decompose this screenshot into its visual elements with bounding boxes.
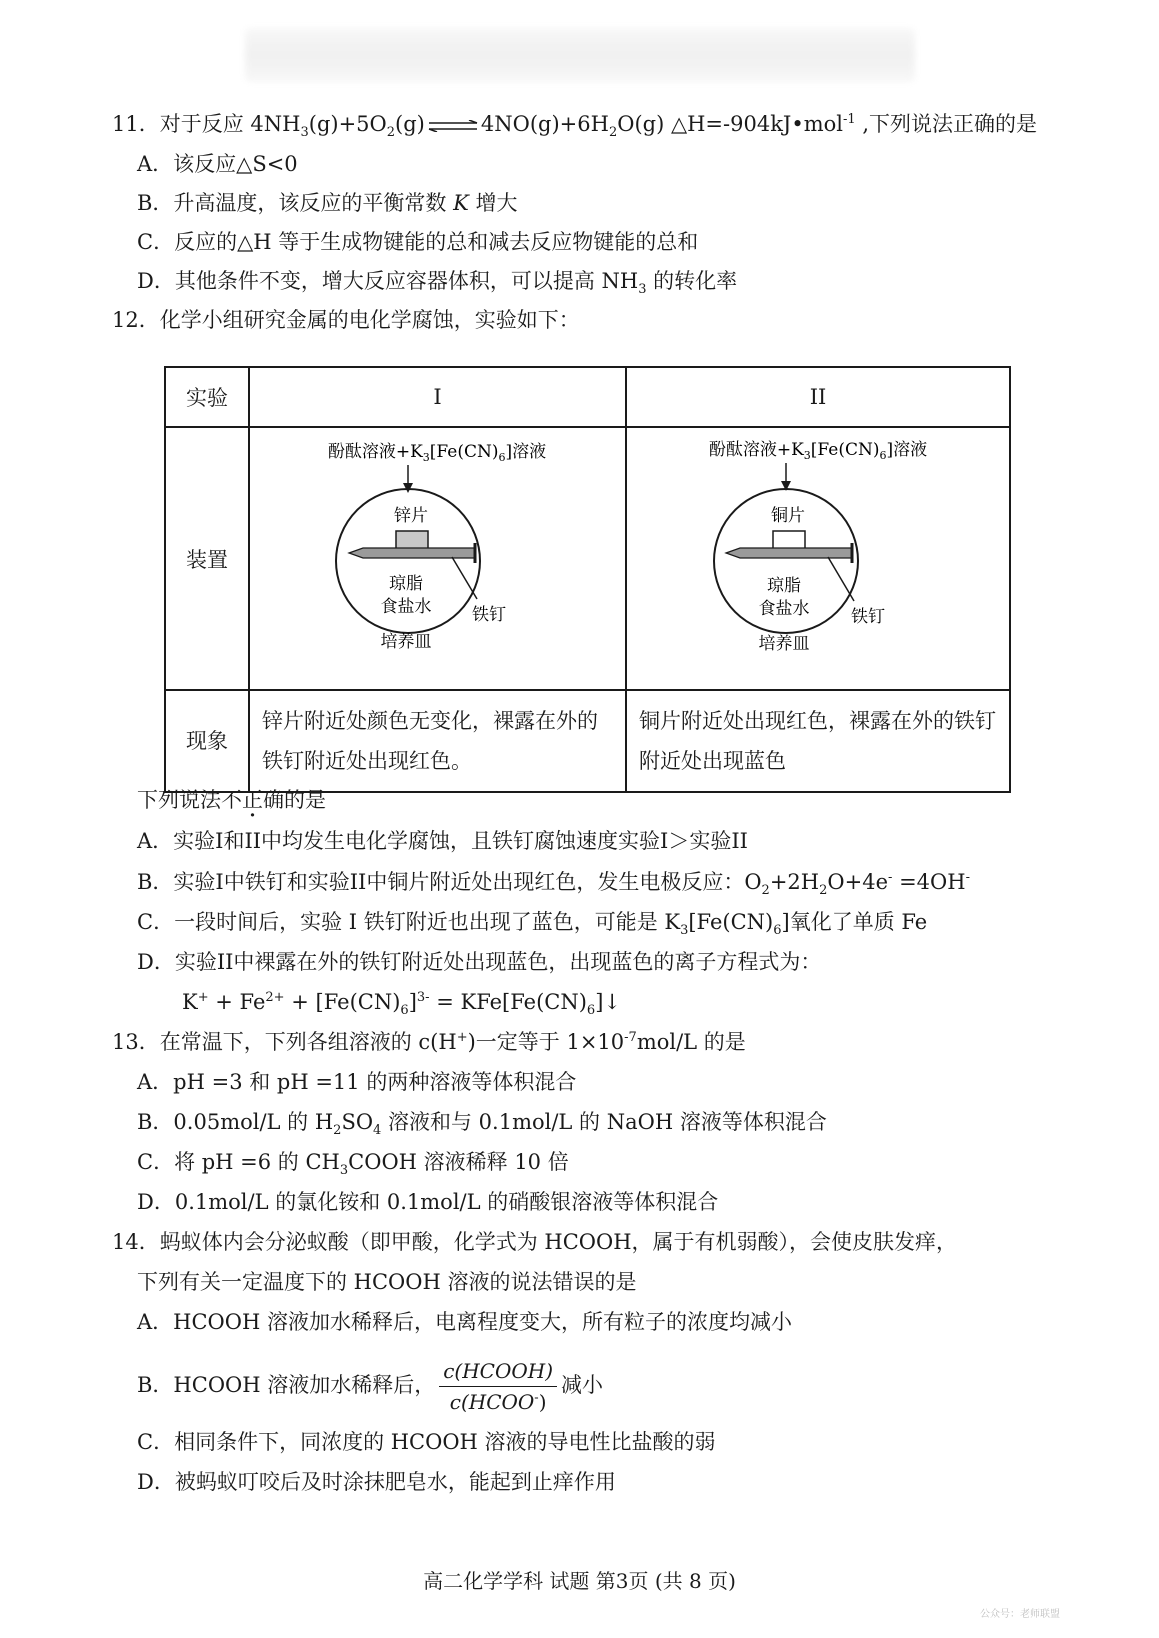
q12-option-b: B．实验I中铁钉和实验II中铜片附近处出现红色，发生电极反应：$O_2+2H_2O+4e^- =4OH^-$ bbox=[137, 870, 970, 899]
q12-ask: 下列说法不正确的是 bbox=[137, 788, 326, 812]
row-label-device: 装置 bbox=[165, 427, 249, 690]
phenomenon-exp2: 铜片附近处出现红色，裸露在外的铁钉附近处出现蓝色 bbox=[626, 690, 1010, 792]
nail-label-2: 铁钉 bbox=[851, 607, 885, 627]
q14-option-b: B．HCOOH 溶液加水稀释后， $\frac{\text{c(HCOOH)}}{c(HCOO^-)}$ 减小 bbox=[137, 1352, 603, 1418]
medium-label-2a: 琼脂 bbox=[767, 576, 801, 596]
page-footer: 高二化学学科 试题 第3页 (共 8 页) bbox=[423, 1569, 736, 1593]
q14-stem-line2: 下列有关一定温度下的 HCOOH 溶液的说法错误的是 bbox=[137, 1270, 637, 1294]
nail-label-1: 铁钉 bbox=[472, 605, 506, 625]
q13-option-a: A．pH =3 和 pH =11 的两种溶液等体积混合 bbox=[137, 1070, 577, 1094]
q14-option-d: D．被蚂蚁叮咬后及时涂抹肥皂水，能起到止痒作用 bbox=[137, 1470, 616, 1494]
metal-label-2: 铜片 bbox=[771, 506, 805, 526]
q12-option-a: A．实验I和II中均发生电化学腐蚀，且铁钉腐蚀速度实验I＞实验II bbox=[137, 829, 748, 853]
q11-option-b: B．升高温度，该反应的平衡常数 K 增大 bbox=[137, 191, 518, 215]
q12-stem: 12．化学小组研究金属的电化学腐蚀，实验如下： bbox=[112, 308, 580, 332]
q13-option-b: B．0.05mol/L 的 $H_2SO_4$ 溶液和与 0.1mol/L 的 NaOH 溶液等体积混合 bbox=[137, 1110, 827, 1139]
watermark: 公众号：老师联盟 bbox=[980, 1609, 1060, 1620]
copper-apparatus-diagram bbox=[628, 429, 1008, 683]
q12-option-c: C．一段时间后，实验 I 铁钉附近也出现了蓝色，可能是 $K_3[Fe(CN)_6]$氧化了单质 Fe bbox=[137, 910, 928, 939]
zinc-apparatus-diagram bbox=[251, 429, 624, 683]
device-diagram-2 bbox=[626, 427, 1010, 690]
medium-label-2b: 食盐水 bbox=[758, 599, 810, 619]
device-diagram-1 bbox=[249, 427, 626, 690]
experiment-table bbox=[164, 366, 1011, 793]
q13-option-d: D．0.1mol/L 的氯化铵和 0.1mol/L 的硝酸银溶液等体积混合 bbox=[137, 1190, 719, 1214]
dish-label-2: 培养皿 bbox=[758, 634, 810, 654]
table-header-exp1: I bbox=[249, 367, 626, 427]
reagent-label-1: 酚酞溶液$+K_3[Fe(CN)_6]$溶液 bbox=[327, 442, 547, 464]
dish-label-1: 培养皿 bbox=[380, 632, 432, 652]
medium-label-1a: 琼脂 bbox=[389, 574, 423, 594]
table-header-exp2: II bbox=[626, 367, 1010, 427]
q13-stem: 13．在常温下，下列各组溶液的 c(H+)一定等于 $1\times 10^{-7}mol/L$ 的是 bbox=[112, 1030, 746, 1054]
q12-option-d: D．实验II中裸露在外的铁钉附近处出现蓝色，出现蓝色的离子方程式为： bbox=[137, 950, 822, 974]
q13-option-c: C．将 pH =6 的 $CH_3COOH$ 溶液稀释 10 倍 bbox=[137, 1150, 569, 1179]
phenomenon-exp1: 锌片附近处颜色无变化，裸露在外的铁钉附近处出现红色。 bbox=[249, 690, 626, 792]
reagent-label-2: 酚酞溶液$+K_3[Fe(CN)_6]$溶液 bbox=[708, 440, 928, 462]
q14-option-a: A．HCOOH 溶液加水稀释后，电离程度变大，所有粒子的浓度均减小 bbox=[137, 1310, 792, 1334]
q11-option-c: C．反应的△H 等于生成物键能的总和减去反应物键能的总和 bbox=[137, 230, 699, 254]
iron-nail-1 bbox=[349, 548, 475, 558]
q12-option-d-equation: $K^+ + Fe^{2+} + [Fe(CN)_6]^{3-}$ = $KFe[Fe(CN)_6]↓$ bbox=[182, 990, 621, 1019]
q14-stem-line1: 14．蚂蚁体内会分泌蚁酸（即甲酸，化学式为 HCOOH，属于有机弱酸），会使皮肤发痒， bbox=[112, 1230, 958, 1254]
table-header-experiment: 实验 bbox=[165, 367, 249, 427]
iron-nail-2 bbox=[726, 548, 852, 558]
medium-label-1b: 食盐水 bbox=[380, 597, 432, 617]
row-label-phenomenon: 现象 bbox=[165, 690, 249, 792]
q11-option-a: A．该反应△S<0 bbox=[137, 152, 298, 176]
blurred-header bbox=[245, 28, 915, 82]
metal-label-1: 锌片 bbox=[394, 506, 428, 526]
q11-option-d: D．其他条件不变，增大反应容器体积，可以提高 $NH_3$ 的转化率 bbox=[137, 269, 738, 298]
q14-option-c: C．相同条件下，同浓度的 HCOOH 溶液的导电性比盐酸的弱 bbox=[137, 1430, 716, 1454]
concentration-ratio: $\frac{\text{c(HCOOH)}}{c(HCOO^-)}$ bbox=[439, 1356, 557, 1417]
q11-stem: 11．对于反应 $4NH_3(g)+5O_2(g)$ $4NO(g)+6H_2O(g)$ △H=-904kJ•mol$^{-1}$ ,下列说法正确的是 bbox=[112, 112, 1038, 141]
equilibrium-arrow-icon bbox=[427, 120, 479, 132]
